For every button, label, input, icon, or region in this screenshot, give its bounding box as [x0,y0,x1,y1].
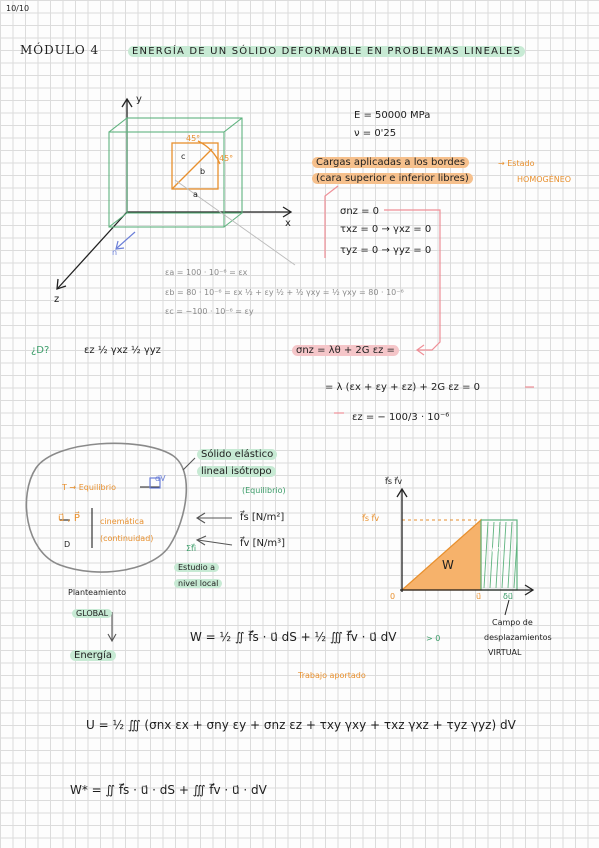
fv-units: f⃗v [N/m³] [240,538,286,549]
estudio-line-1: Estudio a [174,563,219,572]
date: 10/10 [6,4,30,13]
equilibrio-parenthetical: (Equilibrio) [242,486,286,495]
side-a-label: a [193,190,198,199]
energia-label: Energía [70,650,116,661]
module-title: ENERGÍA DE UN SÓLIDO DEFORMABLE EN PROBLEMAS LINEALES [128,46,525,57]
sum-forces: Σf⃗i [186,544,197,553]
sigma-eq-line-3: εz = − 100/3 · 10⁻⁶ [352,412,450,423]
graph-x-tick-virtual: δu⃗ [503,592,513,601]
question-label: ¿D? [31,345,50,356]
continuidad-label: (continuidad) [100,534,154,543]
module-label: MÓDULO 4 [20,43,100,57]
poisson-ratio: ν = 0'25 [354,128,397,139]
dv-label: dV [155,474,166,483]
virtual-work-equation: W* = ∬ f⃗s · u⃗ · dS + ∭ f⃗v · u⃗ · dV [70,783,267,797]
angle-label-2: 45° [219,154,234,163]
work-positive: > 0 [426,634,441,643]
axis-y-label: y [136,94,142,105]
graph-y-tick: f⃗s f⃗v [362,514,380,523]
axis-z-label: z [54,294,60,305]
area-wstar-label: W* [491,546,503,555]
side-b-label: b [200,167,206,176]
stress-sigma-nz: σnz = 0 [340,206,380,217]
stress-tau-xz: τxz = 0 → γxz = 0 [340,224,432,235]
normal-vector-label: n [112,248,118,257]
d-label: D [64,540,71,549]
global-label: GLOBAL [72,609,112,618]
angle-label-1: 45° [186,134,201,143]
graph-x-tick: u⃗ [476,592,482,601]
loads-line-1: Cargas aplicadas a los bordes [312,157,469,168]
sigma-eq-line-2: = λ (εx + εy + εz) + 2G εz = 0 [325,382,481,393]
sigma-eq-line-1: σnz = λθ + 2G εz = [292,345,399,356]
planteamiento-label: Planteamiento [68,588,127,597]
campo-line-1: Campo de [492,618,533,627]
strain-energy-equation: U = ½ ∭ (σnx εx + σny εy + σnz εz + τxy γxy + τxz γxz + τyz γyz) dV [86,718,516,732]
graph-y-label: f⃗s f⃗v [385,477,403,486]
loads-arrow-label: → Estado [498,159,535,168]
area-w-label: W [442,558,454,572]
cinematica-label: cinemática [100,517,144,526]
loads-state: HOMOGÉNEO [517,175,572,184]
t-equilibrio: T → Equilibrio [62,483,117,492]
side-c-label: c [181,152,186,161]
axis-x-label: x [285,218,291,229]
stress-tau-yz: τyz = 0 → γyz = 0 [340,245,432,256]
campo-line-3: VIRTUAL [488,648,522,657]
solid-label-1: Sólido elástico [197,449,277,460]
loads-line-2: (cara superior e inferior libres) [312,173,473,184]
strain-a: εa = 100 · 10⁻⁶ = εx [165,268,248,277]
strain-b: εb = 80 · 10⁻⁶ = εx ½ + εy ½ + ½ γxy = ½ γxy = 80 · 10⁻⁶ [165,288,404,297]
graph-origin: 0 [390,592,396,601]
solid-label-2: lineal isótropo [197,466,276,477]
u-p-label: u⃗ , P⃗ [58,513,80,524]
strain-c: εc = −100 · 10⁻⁶ = εy [165,307,254,316]
campo-line-2: desplazamientos [484,633,552,642]
question-expr: εz ½ γxz ½ γyz [84,345,161,356]
young-modulus: E = 50000 MPa [354,110,431,121]
work-label: Trabajo aportado [298,671,366,680]
fs-units: f⃗s [N/m²] [240,512,285,523]
estudio-line-2: nivel local [174,579,222,588]
work-equation: W = ½ ∬ f⃗s · u⃗ dS + ½ ∭ f⃗v · u⃗ dV [190,630,397,644]
